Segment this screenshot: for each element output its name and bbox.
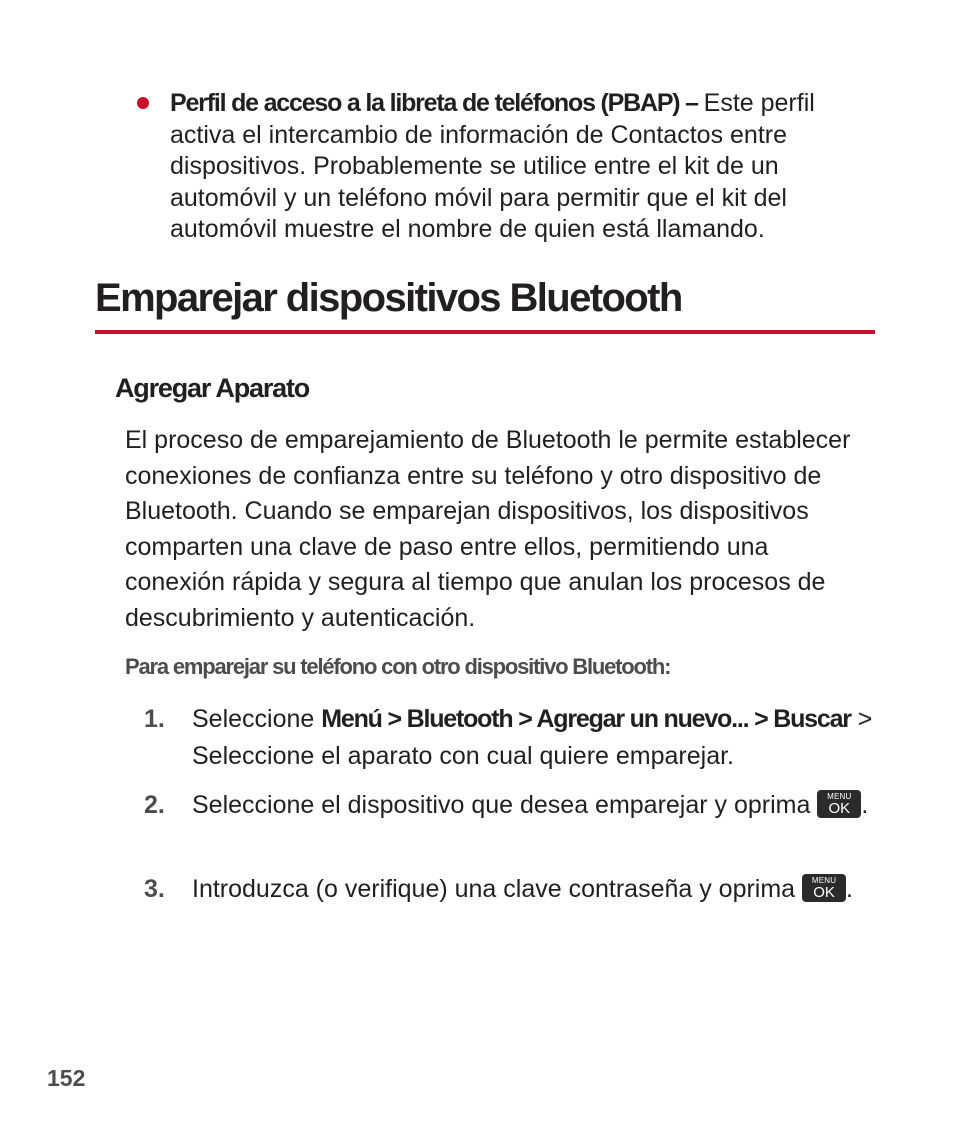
intro-paragraph: El proceso de emparejamiento de Bluetooth le permite establecer conexiones de confianza entre su teléfono y otro dispositivo de Bluetooth. Cuando se emparejan dispositivos, los dispositivos comparten una clave de paso entre ellos, permitiendo una conexión rápida y segura al tiempo que anulan los procesos de descubrimiento y autenticación. (125, 426, 851, 632)
bullet-item-pbap (170, 88, 870, 246)
step-text: Introduzca (o verifique) una clave contraseña y oprima (192, 875, 803, 903)
subsection-title: Agregar Aparato (115, 373, 310, 403)
step-number: 2. (144, 791, 165, 819)
menu-ok-key-icon (817, 790, 861, 818)
step-text: Seleccione (192, 705, 322, 733)
key-top-label: MENU (811, 876, 837, 885)
step-end: . (846, 875, 853, 903)
step-end: . (861, 791, 869, 819)
bullet-dot-icon (137, 97, 149, 109)
step-1 (144, 701, 882, 775)
key-bottom-label: OK (828, 800, 851, 817)
step-number: 3. (144, 875, 165, 903)
key-bottom-label: OK (813, 884, 835, 901)
bullet-text: Este perfil activa el intercambio de información de Contactos entre dispositivos. Probablemente se utilice entre el kit de un automóvil y un teléfono móvil para permitir que el kit del automóvil muestre el nombre de quien está llamando. (170, 89, 815, 243)
section-title: Emparejar dispositivos Bluetooth (95, 276, 682, 320)
step-2 (144, 787, 882, 824)
page-number: 152 (47, 1065, 86, 1091)
menu-ok-key-icon (802, 874, 846, 902)
step-text: Seleccione el dispositivo que desea emparejar y oprima (192, 791, 818, 819)
section-divider (95, 330, 875, 334)
bullet-term: Perfil de acceso a la libreta de teléfonos (PBAP) – (170, 89, 704, 117)
steps-lead: Para emparejar su teléfono con otro dispositivo Bluetooth: (125, 654, 671, 679)
step-number: 1. (144, 705, 165, 733)
menu-path: Menú > Bluetooth > Agregar un nuevo... > Buscar (321, 705, 851, 733)
key-top-label: MENU (827, 792, 852, 801)
step-text: > Seleccione el aparato con cual quiere emparejar. (192, 705, 873, 770)
step-3 (144, 871, 882, 908)
